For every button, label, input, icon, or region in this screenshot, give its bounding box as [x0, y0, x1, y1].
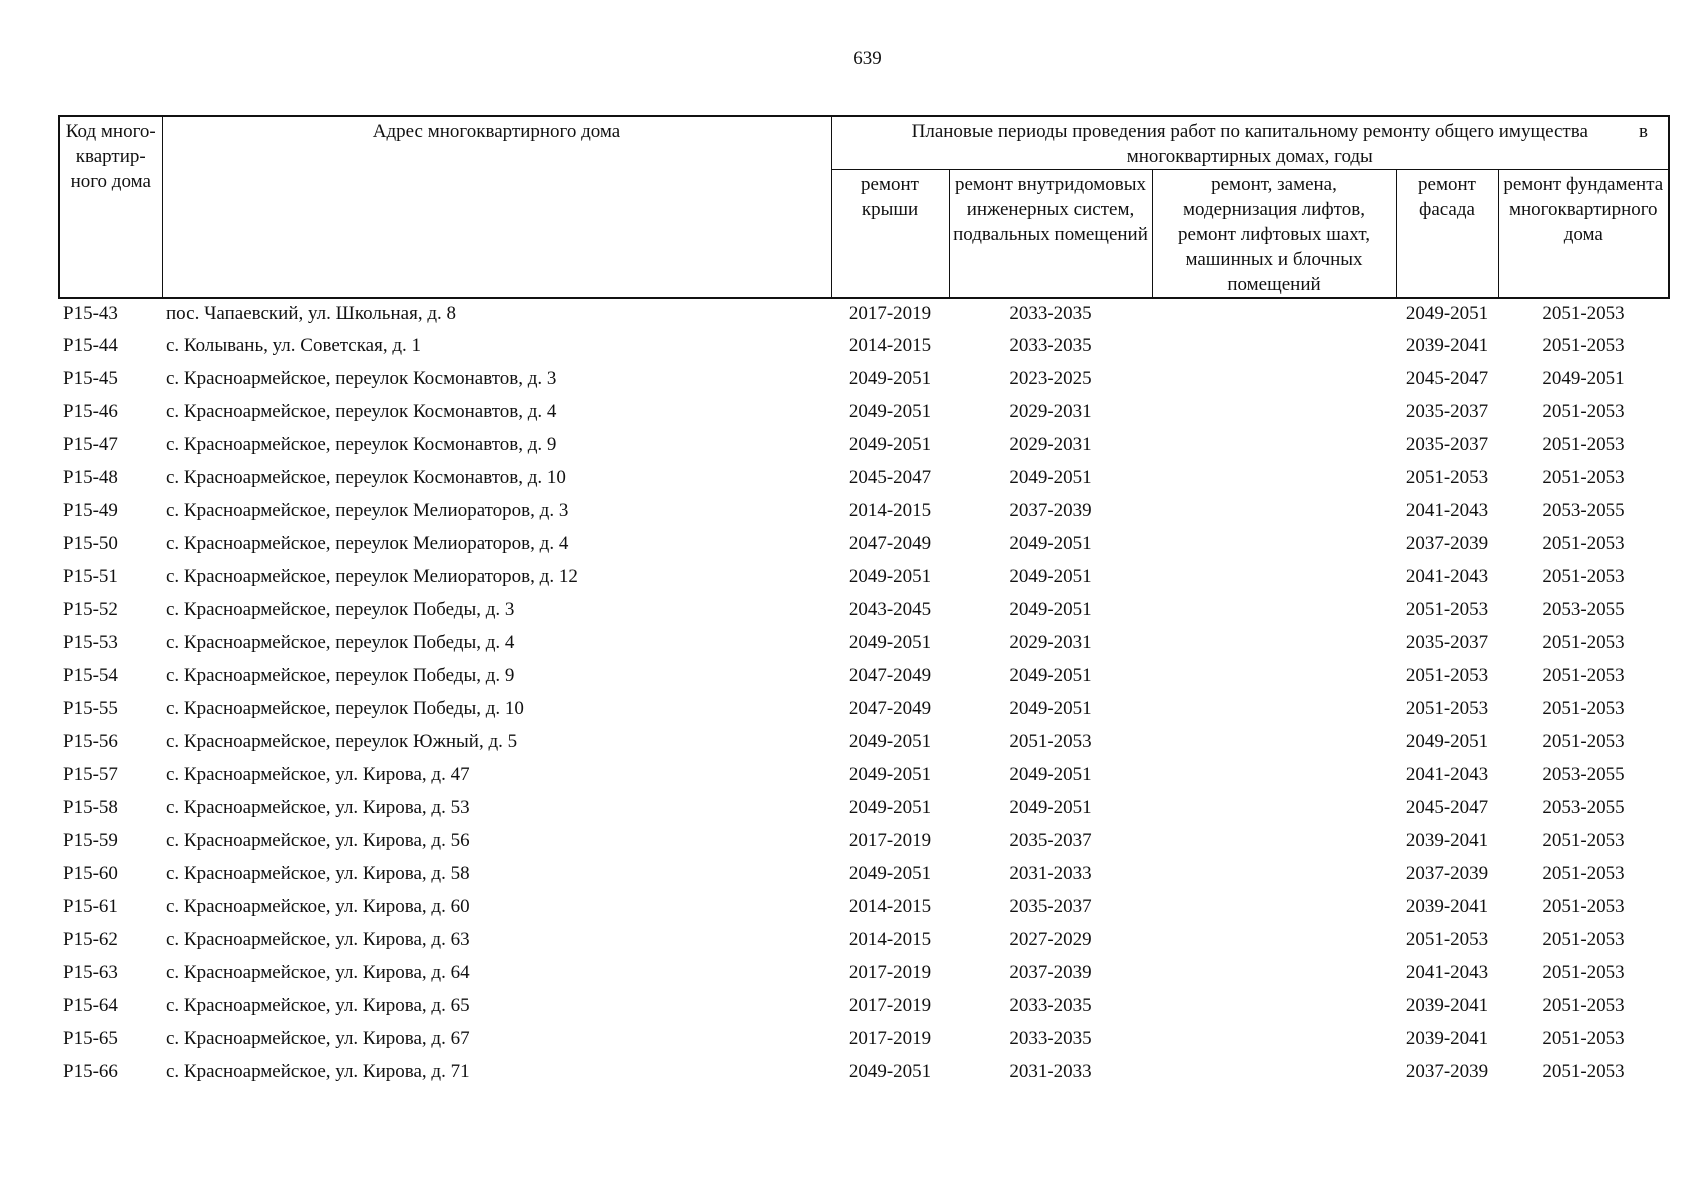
table-row	[59, 824, 1669, 857]
table-row	[59, 956, 1669, 989]
cell-engineering: 2033-2035	[1009, 303, 1092, 324]
table-header	[59, 116, 1669, 298]
cell-facade: 2049-2051	[1405, 303, 1489, 324]
cell-address: с. Красноармейское, переулок Космонавтов, д. 3	[166, 367, 557, 389]
cell-roof: 2049-2051	[848, 433, 932, 455]
cell-roof: 2014-2015	[848, 334, 932, 356]
cell-foundation: 2053-2055	[1542, 598, 1625, 620]
cell-facade: 2045-2047	[1405, 367, 1489, 389]
cell-code: Р15-66	[63, 1060, 118, 1082]
cell-code: Р15-49	[63, 499, 118, 521]
cell-code: Р15-64	[63, 994, 118, 1016]
table-row	[59, 593, 1669, 626]
header-foundation: ремонт фундамента многоквартирного дома	[1498, 170, 1669, 299]
cell-foundation: 2051-2053	[1542, 730, 1625, 752]
cell-facade: 2041-2043	[1405, 565, 1489, 587]
cell-lifts	[1152, 791, 1396, 824]
cell-code: Р15-57	[63, 763, 118, 785]
cell-facade: 2041-2043	[1405, 763, 1489, 785]
cell-foundation: 2051-2053	[1542, 697, 1625, 719]
table-row	[59, 1055, 1669, 1088]
cell-lifts	[1152, 659, 1396, 692]
cell-lifts	[1152, 298, 1396, 329]
cell-foundation: 2051-2053	[1542, 466, 1625, 488]
cell-roof: 2017-2019	[848, 961, 932, 983]
cell-address: с. Красноармейское, ул. Кирова, д. 67	[166, 1027, 470, 1049]
table-row	[59, 626, 1669, 659]
cell-address: с. Красноармейское, ул. Кирова, д. 47	[166, 763, 470, 785]
cell-address: с. Красноармейское, переулок Космонавтов, д. 9	[166, 433, 557, 455]
cell-code: Р15-45	[63, 367, 118, 389]
cell-address: с. Красноармейское, переулок Победы, д. 10	[166, 697, 524, 719]
cell-facade: 2039-2041	[1405, 895, 1489, 917]
cell-roof: 2043-2045	[848, 598, 932, 620]
cell-engineering: 2049-2051	[1009, 697, 1092, 719]
cell-lifts	[1152, 1055, 1396, 1088]
cell-roof: 2014-2015	[848, 499, 932, 521]
cell-engineering: 2023-2025	[1009, 367, 1092, 389]
cell-address: с. Красноармейское, переулок Южный, д. 5	[166, 730, 518, 752]
cell-address: с. Красноармейское, ул. Кирова, д. 65	[166, 994, 470, 1016]
cell-engineering: 2049-2051	[1009, 532, 1092, 554]
cell-code: Р15-46	[63, 400, 118, 422]
cell-lifts	[1152, 527, 1396, 560]
cell-engineering: 2049-2051	[1009, 565, 1092, 587]
cell-engineering: 2033-2035	[1009, 994, 1092, 1016]
cell-lifts	[1152, 395, 1396, 428]
table-row	[59, 527, 1669, 560]
table-row	[59, 428, 1669, 461]
cell-engineering: 2049-2051	[1009, 466, 1092, 488]
cell-lifts	[1152, 560, 1396, 593]
cell-roof: 2049-2051	[848, 400, 932, 422]
cell-roof: 2049-2051	[848, 367, 932, 389]
cell-foundation: 2051-2053	[1542, 1027, 1625, 1049]
cell-engineering: 2029-2031	[1009, 400, 1092, 422]
cell-address: с. Красноармейское, ул. Кирова, д. 63	[166, 928, 470, 950]
cell-code: Р15-48	[63, 466, 118, 488]
cell-facade: 2051-2053	[1405, 664, 1489, 686]
cell-address: с. Красноармейское, ул. Кирова, д. 64	[166, 961, 470, 983]
cell-lifts	[1152, 692, 1396, 725]
table-row	[59, 857, 1669, 890]
table-row	[59, 362, 1669, 395]
cell-facade: 2039-2041	[1405, 829, 1489, 851]
table-row	[59, 329, 1669, 362]
cell-roof: 2049-2051	[848, 631, 932, 653]
cell-address: с. Красноармейское, переулок Победы, д. 4	[166, 631, 515, 653]
cell-engineering: 2035-2037	[1009, 895, 1092, 917]
cell-facade: 2037-2039	[1405, 532, 1489, 554]
header-periods-title-line2: многоквартирных домах, годы	[1126, 146, 1373, 167]
cell-address: с. Красноармейское, переулок Победы, д. 9	[166, 664, 515, 686]
cell-engineering: 2049-2051	[1009, 598, 1092, 620]
header-roof: ремонт крыши	[831, 170, 949, 299]
cell-address: с. Красноармейское, переулок Мелиораторов, д. 3	[166, 499, 569, 521]
cell-foundation: 2053-2055	[1542, 763, 1625, 785]
cell-engineering: 2051-2053	[1009, 730, 1092, 752]
cell-roof: 2014-2015	[848, 895, 932, 917]
cell-engineering: 2027-2029	[1009, 928, 1092, 950]
cell-roof: 2049-2051	[848, 565, 932, 587]
cell-roof: 2049-2051	[848, 796, 932, 818]
cell-foundation: 2051-2053	[1542, 862, 1625, 884]
cell-engineering: 2035-2037	[1009, 829, 1092, 851]
cell-foundation: 2051-2053	[1542, 631, 1625, 653]
cell-facade: 2049-2051	[1405, 730, 1489, 752]
table-row	[59, 659, 1669, 692]
cell-lifts	[1152, 1022, 1396, 1055]
header-facade: ремонт фасада	[1396, 170, 1498, 299]
cell-address: пос. Чапаевский, ул. Школьная, д. 8	[166, 303, 456, 324]
cell-foundation: 2051-2053	[1542, 895, 1625, 917]
cell-lifts	[1152, 461, 1396, 494]
cell-engineering: 2037-2039	[1009, 961, 1092, 983]
cell-roof: 2045-2047	[848, 466, 932, 488]
cell-roof: 2049-2051	[848, 763, 932, 785]
cell-lifts	[1152, 362, 1396, 395]
cell-roof: 2017-2019	[848, 994, 932, 1016]
cell-code: Р15-58	[63, 796, 118, 818]
cell-roof: 2047-2049	[848, 532, 932, 554]
cell-code: Р15-61	[63, 895, 118, 917]
header-engineering: ремонт внутридомовых инженерных систем, подвальных помещений	[949, 170, 1152, 299]
cell-lifts	[1152, 593, 1396, 626]
cell-roof: 2017-2019	[848, 303, 932, 324]
cell-address: с. Колывань, ул. Советская, д. 1	[166, 334, 422, 356]
cell-address: с. Красноармейское, ул. Кирова, д. 60	[166, 895, 470, 917]
table-row	[59, 298, 1669, 329]
cell-code: Р15-53	[63, 631, 118, 653]
cell-foundation: 2051-2053	[1542, 1060, 1625, 1082]
cell-foundation: 2051-2053	[1542, 433, 1625, 455]
cell-foundation: 2053-2055	[1542, 796, 1625, 818]
cell-code: Р15-50	[63, 532, 118, 554]
cell-engineering: 2031-2033	[1009, 1060, 1092, 1082]
cell-lifts	[1152, 890, 1396, 923]
cell-lifts	[1152, 923, 1396, 956]
table-row	[59, 725, 1669, 758]
cell-facade: 2051-2053	[1405, 928, 1489, 950]
cell-facade: 2039-2041	[1405, 1027, 1489, 1049]
cell-lifts	[1152, 725, 1396, 758]
cell-facade: 2045-2047	[1405, 796, 1489, 818]
cell-address: с. Красноармейское, переулок Космонавтов, д. 4	[166, 400, 557, 422]
cell-engineering: 2029-2031	[1009, 631, 1092, 653]
cell-roof: 2049-2051	[848, 1060, 932, 1082]
cell-code: Р15-59	[63, 829, 118, 851]
cell-foundation: 2051-2053	[1542, 532, 1625, 554]
cell-address: с. Красноармейское, переулок Победы, д. 3	[166, 598, 515, 620]
cell-lifts	[1152, 824, 1396, 857]
table-row	[59, 890, 1669, 923]
cell-facade: 2035-2037	[1405, 631, 1489, 653]
cell-roof: 2047-2049	[848, 697, 932, 719]
cell-facade: 2041-2043	[1405, 961, 1489, 983]
cell-lifts	[1152, 857, 1396, 890]
cell-facade: 2039-2041	[1405, 994, 1489, 1016]
cell-roof: 2014-2015	[848, 928, 932, 950]
cell-code: Р15-43	[63, 303, 118, 324]
header-lifts: ремонт, замена, модернизация лифтов, ремонт лифтовых шахт, машинных и блочных помещений	[1152, 170, 1396, 299]
cell-address: с. Красноармейское, переулок Космонавтов, д. 10	[166, 466, 566, 488]
cell-foundation: 2051-2053	[1542, 565, 1625, 587]
cell-facade: 2037-2039	[1405, 862, 1489, 884]
cell-code: Р15-51	[63, 565, 118, 587]
cell-foundation: 2051-2053	[1542, 928, 1625, 950]
cell-lifts	[1152, 989, 1396, 1022]
table-row	[59, 989, 1669, 1022]
cell-roof: 2049-2051	[848, 862, 932, 884]
cell-lifts	[1152, 428, 1396, 461]
cell-facade: 2041-2043	[1405, 499, 1489, 521]
table-row	[59, 923, 1669, 956]
cell-facade: 2051-2053	[1405, 697, 1489, 719]
cell-foundation: 2051-2053	[1542, 994, 1625, 1016]
cell-code: Р15-60	[63, 862, 118, 884]
cell-code: Р15-62	[63, 928, 118, 950]
cell-facade: 2035-2037	[1405, 433, 1489, 455]
header-code: Код много-квартир-ного дома	[59, 116, 162, 298]
cell-foundation: 2051-2053	[1542, 400, 1625, 422]
cell-roof: 2017-2019	[848, 1027, 932, 1049]
table-row	[59, 560, 1669, 593]
cell-roof: 2047-2049	[848, 664, 932, 686]
cell-lifts	[1152, 956, 1396, 989]
cell-facade: 2039-2041	[1405, 334, 1489, 356]
cell-code: Р15-65	[63, 1027, 118, 1049]
table-row	[59, 692, 1669, 725]
cell-address: с. Красноармейское, ул. Кирова, д. 56	[166, 829, 470, 851]
header-periods-title: Плановые периоды проведения работ по капитальному ремонту общего имущества	[911, 121, 1588, 142]
cell-roof: 2049-2051	[848, 730, 932, 752]
cell-lifts	[1152, 758, 1396, 791]
cell-facade: 2051-2053	[1405, 466, 1489, 488]
cell-address: с. Красноармейское, переулок Мелиораторов, д. 12	[166, 565, 578, 587]
cell-address: с. Красноармейское, переулок Мелиораторов, д. 4	[166, 532, 569, 554]
cell-facade: 2051-2053	[1405, 598, 1489, 620]
cell-facade: 2037-2039	[1405, 1060, 1489, 1082]
cell-foundation: 2051-2053	[1542, 664, 1625, 686]
cell-code: Р15-44	[63, 334, 118, 356]
table-body	[59, 298, 1669, 1088]
page-number: 639	[853, 48, 882, 69]
cell-address: с. Красноармейское, ул. Кирова, д. 53	[166, 796, 470, 818]
table-row	[59, 461, 1669, 494]
cell-address: с. Красноармейское, ул. Кирова, д. 58	[166, 862, 470, 884]
cell-code: Р15-55	[63, 697, 118, 719]
table-row	[59, 1022, 1669, 1055]
cell-foundation: 2053-2055	[1542, 499, 1625, 521]
cell-engineering: 2049-2051	[1009, 664, 1092, 686]
cell-lifts	[1152, 494, 1396, 527]
cell-code: Р15-56	[63, 730, 118, 752]
cell-engineering: 2049-2051	[1009, 796, 1092, 818]
table-row	[59, 395, 1669, 428]
cell-code: Р15-63	[63, 961, 118, 983]
cell-lifts	[1152, 626, 1396, 659]
cell-engineering: 2033-2035	[1009, 334, 1092, 356]
cell-roof: 2017-2019	[848, 829, 932, 851]
cell-code: Р15-52	[63, 598, 118, 620]
cell-foundation: 2051-2053	[1542, 961, 1625, 983]
cell-foundation: 2049-2051	[1542, 367, 1625, 389]
table-row	[59, 758, 1669, 791]
cell-address: с. Красноармейское, ул. Кирова, д. 71	[166, 1060, 470, 1082]
repair-schedule-table	[58, 115, 1670, 1088]
header-planned-periods	[831, 116, 1669, 170]
cell-engineering: 2033-2035	[1009, 1027, 1092, 1049]
table-row	[59, 494, 1669, 527]
cell-facade: 2035-2037	[1405, 400, 1489, 422]
cell-foundation: 2051-2053	[1542, 829, 1625, 851]
cell-engineering: 2037-2039	[1009, 499, 1092, 521]
cell-foundation: 2051-2053	[1542, 303, 1625, 324]
cell-engineering: 2031-2033	[1009, 862, 1092, 884]
cell-foundation: 2051-2053	[1542, 334, 1625, 356]
cell-code: Р15-47	[63, 433, 118, 455]
table-row	[59, 791, 1669, 824]
header-address: Адрес многоквартирного дома	[162, 116, 831, 298]
cell-lifts	[1152, 329, 1396, 362]
cell-engineering: 2029-2031	[1009, 433, 1092, 455]
header-periods-title-tail: в	[1639, 121, 1649, 142]
cell-code: Р15-54	[63, 664, 118, 686]
cell-engineering: 2049-2051	[1009, 763, 1092, 785]
